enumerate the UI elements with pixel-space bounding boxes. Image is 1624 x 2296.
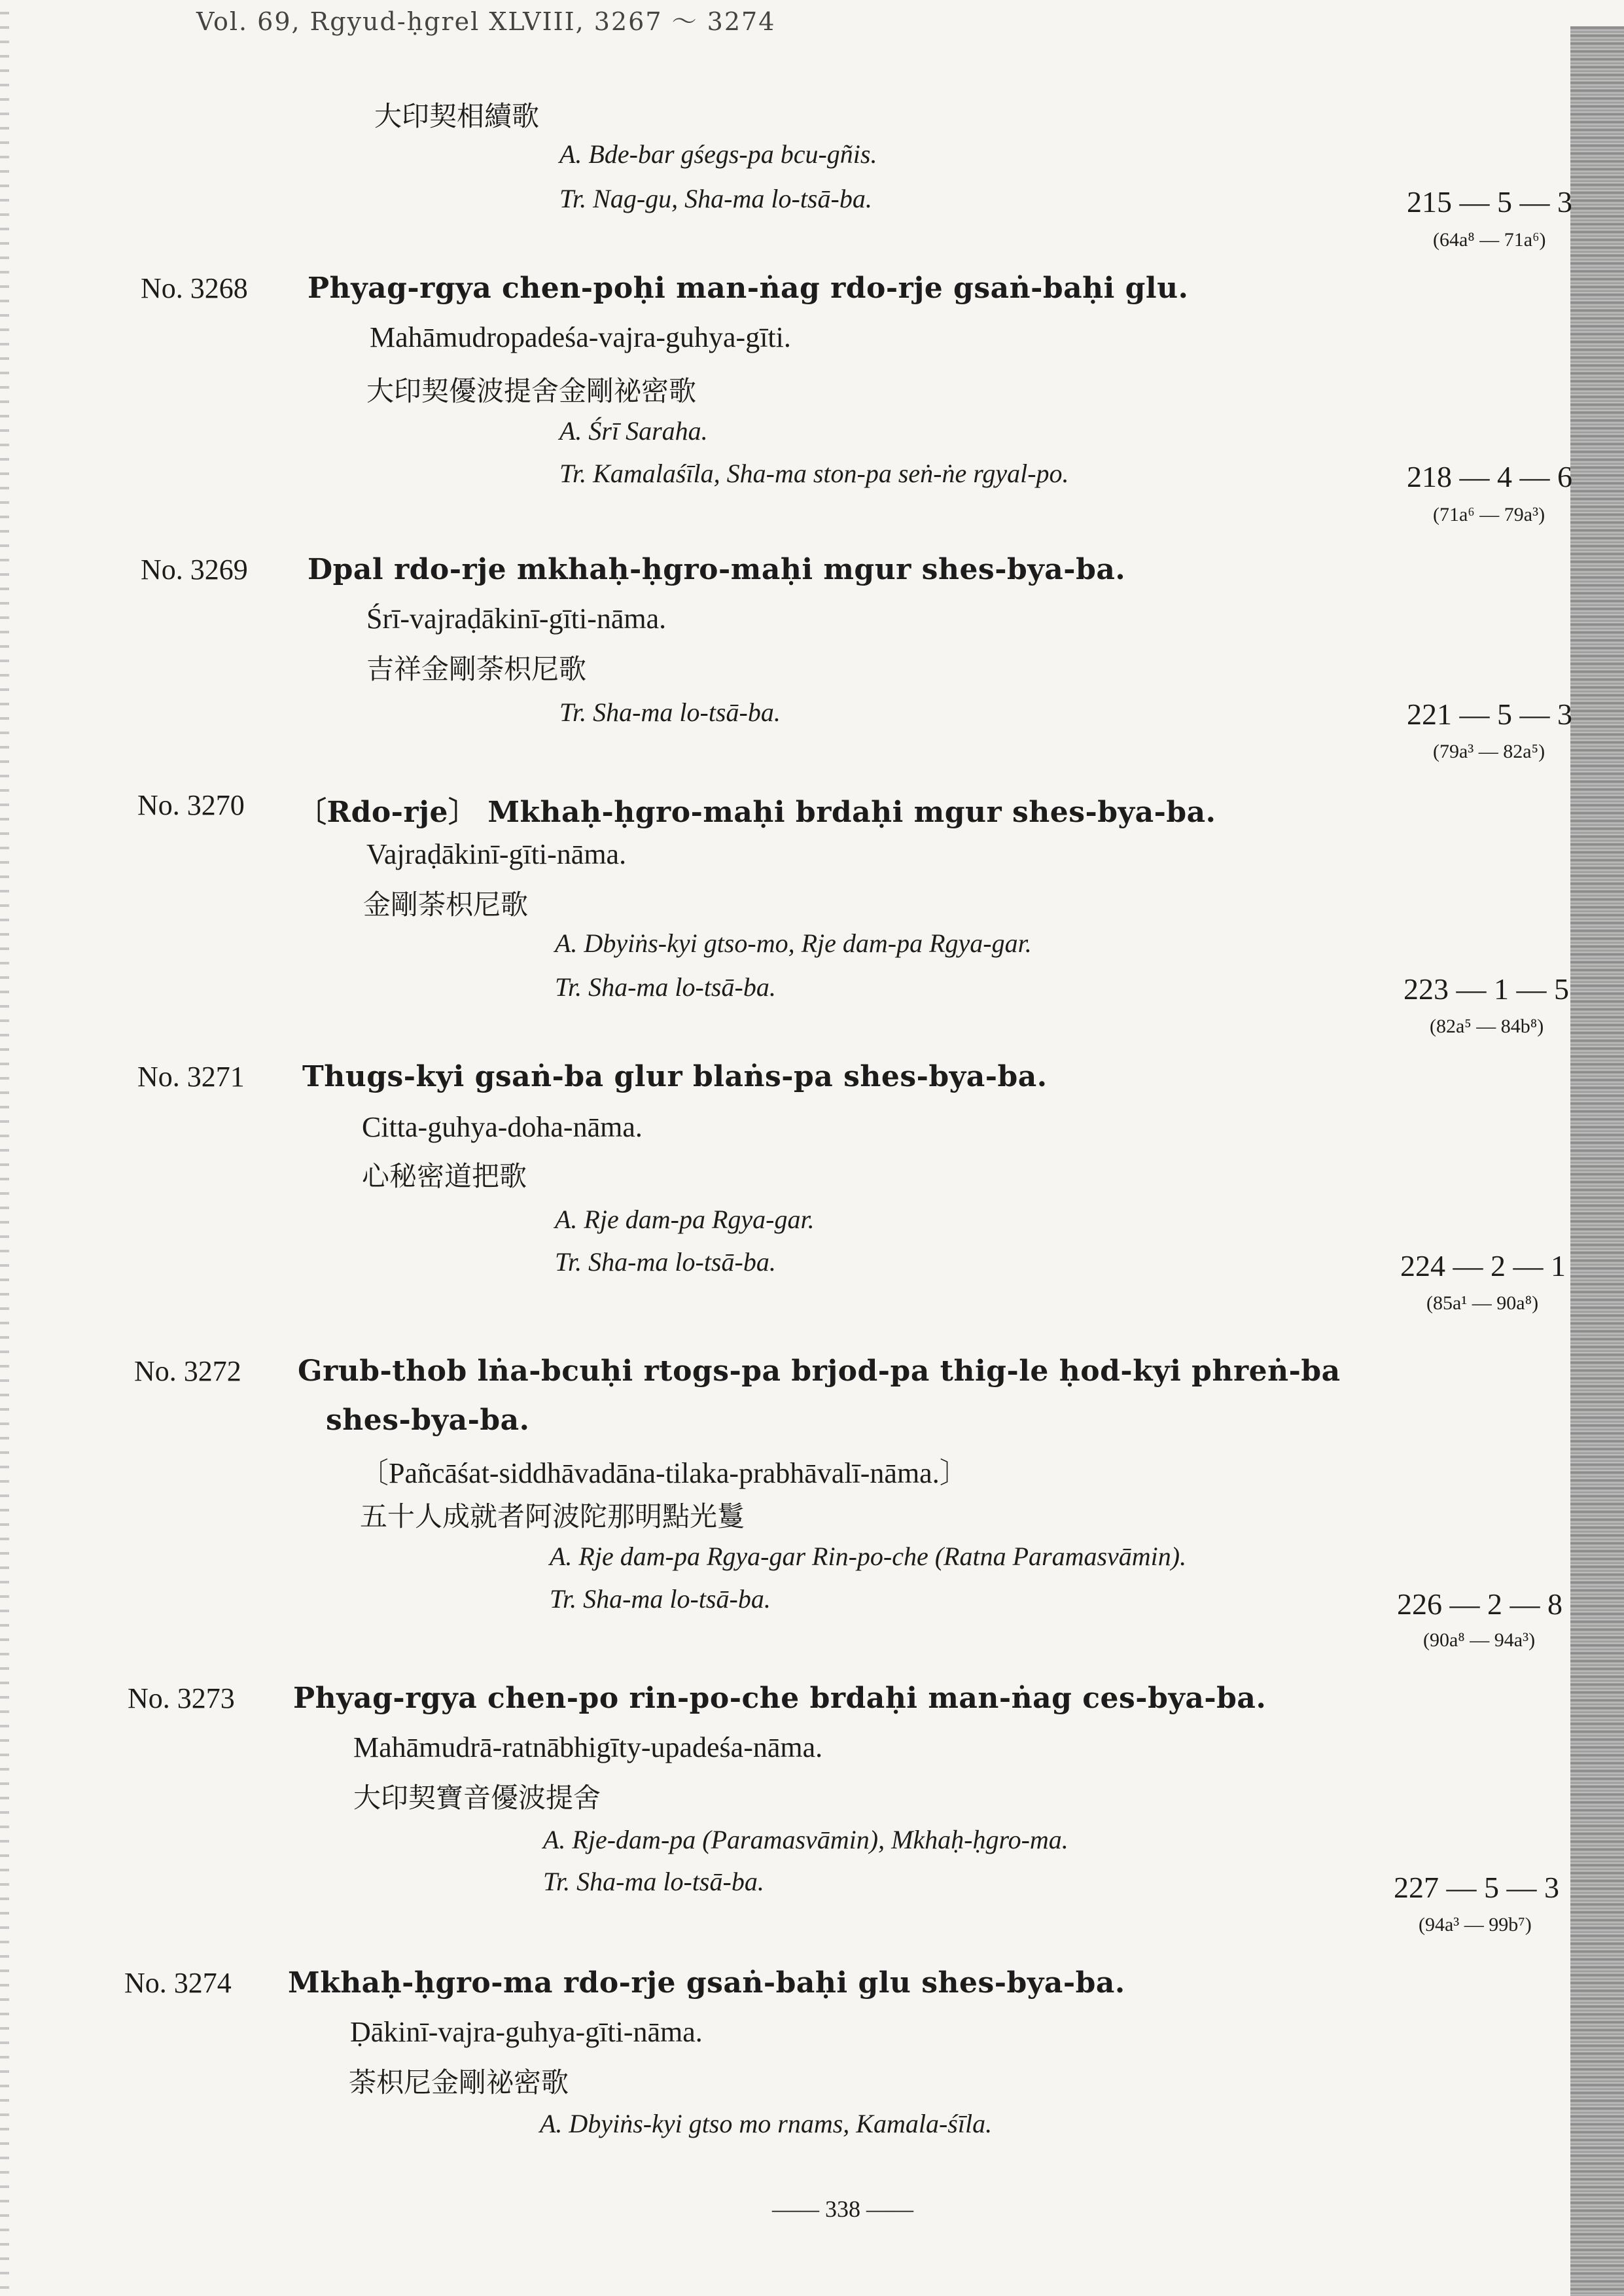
entry-3270-sanskrit: Vajraḍākinī-gīti-nāma. <box>366 838 627 870</box>
entry-3270-title: 〔Rdo-rje〕 Mkhaḥ-ḥgro-maḥi brdaḥi mgur shes-bya-ba. <box>298 796 1216 829</box>
entry-3267-folio: (64a⁸ — 71a⁶) <box>1433 229 1546 251</box>
entry-3271-folio: (85a¹ — 90a⁸) <box>1426 1292 1539 1314</box>
entry-3267-cjk-title: 大印契相續歌 <box>374 100 540 132</box>
entry-3267-ref: 215 — 5 — 3 <box>1407 185 1572 219</box>
entry-3272-sanskrit: 〔Pañcāśat-siddhāvadāna-tilaka-prabhāvalī-nāma.〕 <box>360 1457 968 1489</box>
entry-3270-number: No. 3270 <box>137 789 245 821</box>
entry-3273-sanskrit: Mahāmudrā-ratnābhigīty-upadeśa-nāma. <box>353 1731 823 1763</box>
entry-3274-sanskrit: Ḍākinī-vajra-guhya-gīti-nāma. <box>350 2016 703 2048</box>
entry-3273-cjk-title: 大印契寶音優波提舍 <box>353 1782 601 1814</box>
entry-3271-sanskrit: Citta-guhya-doha-nāma. <box>362 1111 643 1143</box>
entry-3268-number: No. 3268 <box>141 272 248 304</box>
entry-3273-number: No. 3273 <box>128 1682 235 1714</box>
entry-3271-author: A. Rje dam-pa Rgya-gar. <box>555 1205 815 1234</box>
entry-3271-number: No. 3271 <box>137 1061 245 1093</box>
entry-3273-translator: Tr. Sha-ma lo-tsā-ba. <box>543 1867 764 1896</box>
entry-3270-cjk-title: 金剛荼枳尼歌 <box>363 889 529 921</box>
entry-3270-ref: 223 — 1 — 5 <box>1403 972 1569 1006</box>
entry-3268-folio: (71a⁶ — 79a³) <box>1433 504 1545 525</box>
entry-3271-cjk-title: 心秘密道把歌 <box>362 1160 527 1192</box>
page-edge-shadow <box>0 0 9 2296</box>
entry-3274-title: Mkhaḥ-ḥgro-ma rdo-rje gsaṅ-baḥi glu shes-bya-ba. <box>288 1966 1125 2000</box>
entry-3272-title-continuation: shes-bya-ba. <box>326 1404 530 1437</box>
entry-3270-translator: Tr. Sha-ma lo-tsā-ba. <box>555 972 776 1002</box>
entry-3270-folio: (82a⁵ — 84b⁸) <box>1430 1016 1544 1037</box>
entry-3274-author: A. Dbyiṅs-kyi gtso mo rnams, Kamala-śīla. <box>540 2109 993 2138</box>
entry-3269-translator: Tr. Sha-ma lo-tsā-ba. <box>559 698 781 727</box>
entry-3274-cjk-title: 荼枳尼金剛祕密歌 <box>349 2066 569 2098</box>
entry-3268-ref: 218 — 4 — 6 <box>1407 460 1572 493</box>
entry-3268-translator: Tr. Kamalaśīla, Sha-ma ston-pa seṅ-ṅe rgyal-po. <box>559 459 1069 488</box>
book-binding-shadow <box>1570 26 1624 2296</box>
entry-3269-title: Dpal rdo-rje mkhaḥ-ḥgro-maḥi mgur shes-bya-ba. <box>308 553 1126 586</box>
entry-3267-translator: Tr. Nag-gu, Sha-ma lo-tsā-ba. <box>559 184 872 213</box>
entry-3272-ref: 226 — 2 — 8 <box>1397 1587 1562 1621</box>
entry-3270-author: A. Dbyiṅs-kyi gtso-mo, Rje dam-pa Rgya-gar. <box>555 928 1032 958</box>
entry-3274-number: No. 3274 <box>124 1967 232 1999</box>
entry-3269-number: No. 3269 <box>141 554 248 586</box>
entry-3269-ref: 221 — 5 — 3 <box>1407 698 1572 731</box>
entry-3272-number: No. 3272 <box>134 1355 241 1387</box>
entry-3268-sanskrit: Mahāmudropadeśa-vajra-guhya-gīti. <box>370 321 791 353</box>
entry-3268-cjk-title: 大印契優波提舍金剛祕密歌 <box>366 375 697 407</box>
entry-3272-folio: (90a⁸ — 94a³) <box>1423 1629 1536 1651</box>
entry-3271-translator: Tr. Sha-ma lo-tsā-ba. <box>555 1247 776 1277</box>
entry-3268-title: Phyag-rgya chen-poḥi man-ṅag rdo-rje gsaṅ-baḥi glu. <box>308 272 1189 305</box>
entry-3267-author: A. Bde-bar gśegs-pa bcu-gñis. <box>559 139 877 169</box>
page-number: —— 338 —— <box>772 2196 913 2222</box>
entry-3272-translator: Tr. Sha-ma lo-tsā-ba. <box>550 1584 771 1614</box>
entry-3268-author: A. Śrī Saraha. <box>559 416 708 446</box>
entry-3273-author: A. Rje-dam-pa (Paramasvāmin), Mkhaḥ-ḥgro-ma. <box>543 1825 1068 1854</box>
entry-3271-ref: 224 — 2 — 1 <box>1400 1249 1566 1282</box>
entry-3269-cjk-title: 吉祥金剛荼枳尼歌 <box>366 653 587 685</box>
entry-3269-sanskrit: Śrī-vajraḍākinī-gīti-nāma. <box>366 603 667 635</box>
entry-3269-folio: (79a³ — 82a⁵) <box>1433 741 1545 762</box>
entry-3273-folio: (94a³ — 99b⁷) <box>1419 1914 1532 1935</box>
entry-3272-author: A. Rje dam-pa Rgya-gar Rin-po-che (Ratna Paramasvāmin). <box>550 1542 1187 1571</box>
entry-3271-title: Thugs-kyi gsaṅ-ba glur blaṅs-pa shes-bya-ba. <box>302 1060 1048 1093</box>
entry-3272-cjk-title: 五十人成就者阿波陀那明點光鬘 <box>360 1500 745 1532</box>
entry-3273-title: Phyag-rgya chen-po rin-po-che brdaḥi man-ṅag ces-bya-ba. <box>293 1682 1267 1715</box>
running-header: Vol. 69, Rgyud-ḥgrel XLVIII, 3267 ～ 3274 <box>196 7 776 36</box>
entry-3273-ref: 227 — 5 — 3 <box>1394 1871 1559 1904</box>
entry-3272-title: Grub-thob lṅa-bcuḥi rtogs-pa brjod-pa thig-le ḥod-kyi phreṅ-ba <box>298 1354 1341 1388</box>
